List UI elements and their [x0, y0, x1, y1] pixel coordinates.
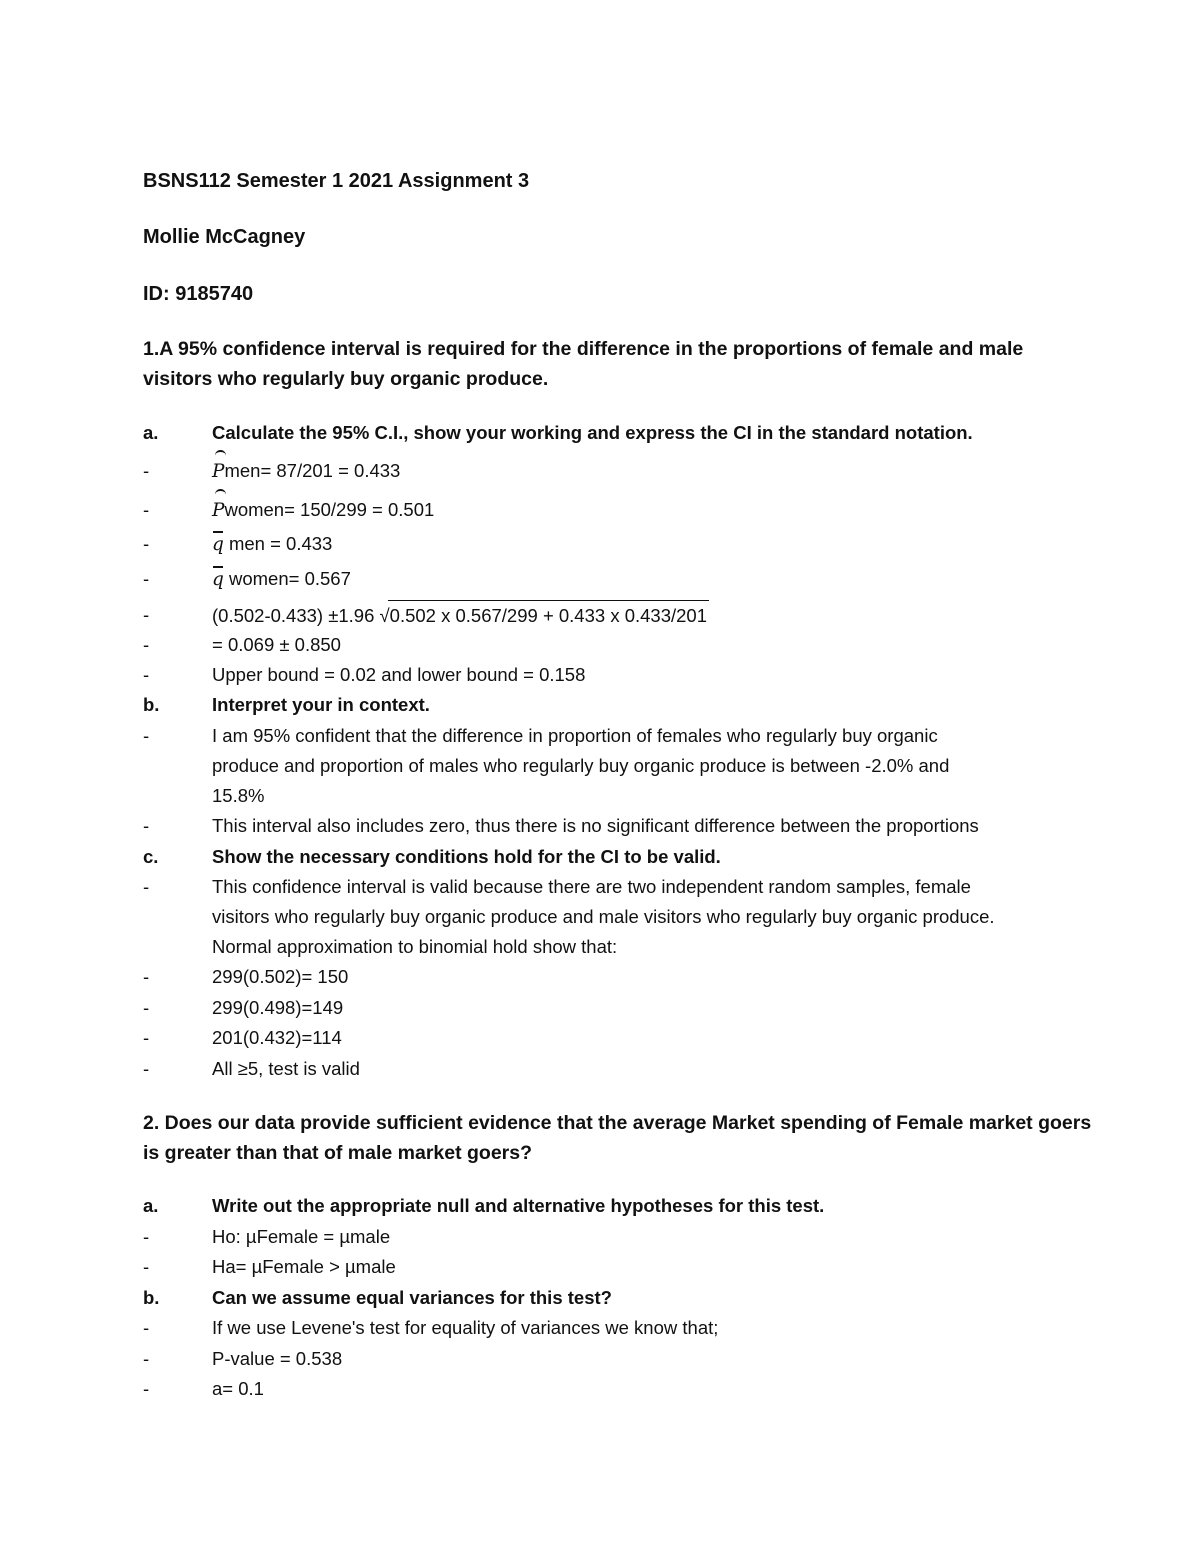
- q1b-text-line4: This interval also includes zero, thus there is no significant difference between the proportions: [212, 815, 979, 836]
- q1c-marker: c.: [143, 846, 159, 867]
- p-hat-symbol: P: [212, 457, 224, 487]
- q2b-marker: b.: [143, 1287, 160, 1308]
- bullet-dash: -: [143, 1317, 150, 1338]
- q1b-label: Interpret your in context.: [212, 694, 430, 715]
- bullet-dash: -: [143, 1256, 150, 1277]
- bullet-dash: -: [143, 815, 150, 836]
- q-men-value: men = 0.433: [223, 533, 333, 554]
- q1b-text-line2: produce and proportion of males who regularly buy organic produce is between -2.0% and: [212, 755, 950, 776]
- q1a-marker: a.: [143, 422, 159, 443]
- q2-prompt-line2: is greater than that of male market goers?: [143, 1142, 533, 1164]
- bullet-dash: -: [143, 499, 150, 520]
- bullet-dash: -: [143, 997, 150, 1018]
- bullet-dash: -: [143, 725, 150, 746]
- p-hat-symbol: P: [212, 496, 224, 526]
- q1c-calc1: 299(0.502)= 150: [212, 966, 349, 987]
- q1c-calc2: 299(0.498)=149: [212, 997, 344, 1018]
- bullet-dash: -: [143, 1027, 150, 1048]
- ci-result: = 0.069 ± 0.850: [212, 634, 341, 655]
- q1c-text-line1: This confidence interval is valid because there are two independent random samples, female: [212, 876, 971, 897]
- p-men-value: men= 87/201 = 0.433: [224, 460, 401, 481]
- q1c-text-line3: Normal approximation to binomial hold show that:: [212, 936, 618, 957]
- q1-prompt-line2: visitors who regularly buy organic produce.: [143, 368, 549, 390]
- null-hypothesis: Ho: µFemale = µmale: [212, 1226, 391, 1247]
- bullet-dash: -: [143, 460, 150, 481]
- q1c-calc4: All ≥5, test is valid: [212, 1058, 360, 1079]
- p-value: P-value = 0.538: [212, 1348, 343, 1369]
- ci-formula-radicand: 0.502 x 0.567/299 + 0.433 x 0.433/201: [388, 600, 709, 631]
- author-name: Mollie McCagney: [143, 226, 306, 248]
- document-title: BSNS112 Semester 1 2021 Assignment 3: [143, 170, 530, 192]
- q1b-text-line3: 15.8%: [212, 785, 265, 806]
- bullet-dash: -: [143, 568, 150, 589]
- q1b-marker: b.: [143, 694, 160, 715]
- q1c-calc3: 201(0.432)=114: [212, 1027, 342, 1048]
- q2-prompt-line1: 2. Does our data provide sufficient evidence that the average Market spending of Female market goers: [143, 1112, 1092, 1134]
- q1c-text-line2: visitors who regularly buy organic produce and male visitors who regularly buy organic produce.: [212, 906, 995, 927]
- ci-formula-prefix: (0.502-0.433) ±1.96 √: [212, 605, 390, 626]
- bullet-dash: -: [143, 1058, 150, 1079]
- q-bar-symbol: q: [212, 530, 224, 560]
- alternative-hypothesis: Ha= µFemale > µmale: [212, 1256, 396, 1277]
- q1c-label: Show the necessary conditions hold for the CI to be valid.: [212, 846, 721, 867]
- q2b-label: Can we assume equal variances for this test?: [212, 1287, 612, 1308]
- bullet-dash: -: [143, 1378, 150, 1399]
- p-women-value: women= 150/299 = 0.501: [224, 499, 435, 520]
- q2a-label: Write out the appropriate null and alternative hypotheses for this test.: [212, 1195, 825, 1216]
- q1a-label: Calculate the 95% C.I., show your working and express the CI in the standard notation.: [212, 422, 973, 443]
- q2a-marker: a.: [143, 1195, 159, 1216]
- bullet-dash: -: [143, 1348, 150, 1369]
- bullet-dash: -: [143, 664, 150, 685]
- q-women-value: women= 0.567: [223, 568, 351, 589]
- bullet-dash: -: [143, 966, 150, 987]
- bullet-dash: -: [143, 634, 150, 655]
- q1-prompt-line1: 1.A 95% confidence interval is required for the difference in the proportions of female and male: [143, 338, 1024, 360]
- bullet-dash: -: [143, 604, 150, 625]
- bullet-dash: -: [143, 1226, 150, 1247]
- q-bar-symbol: q: [212, 565, 224, 595]
- ci-bounds: Upper bound = 0.02 and lower bound = 0.158: [212, 664, 586, 685]
- bullet-dash: -: [143, 876, 150, 897]
- bullet-dash: -: [143, 533, 150, 554]
- student-id: ID: 9185740: [143, 283, 254, 305]
- q1b-text-line1: I am 95% confident that the difference in proportion of females who regularly buy organic: [212, 725, 938, 746]
- alpha-value: a= 0.1: [212, 1378, 264, 1399]
- q2b-text-line1: If we use Levene's test for equality of variances we know that;: [212, 1317, 719, 1338]
